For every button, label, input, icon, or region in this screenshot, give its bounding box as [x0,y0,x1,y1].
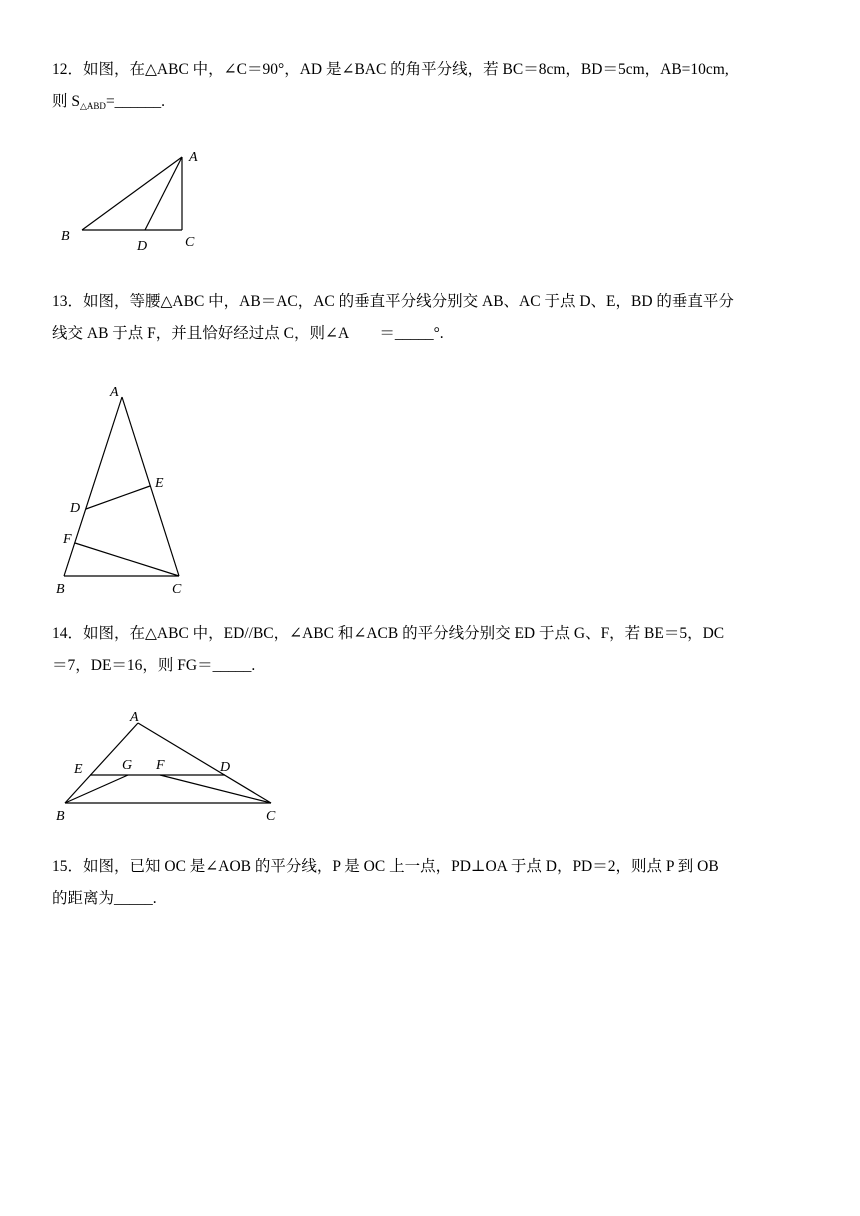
label-C: C [266,809,276,824]
question-13-line-2: 线交 AB 于点 F，并且恰好经过点 C，则∠A ＝_____°. [52,325,444,342]
segment-AC [122,397,179,576]
label-B: B [61,229,70,244]
label-F: F [63,532,72,547]
question-12-line-1: 12．如图，在△ABC 中，∠C＝90°，AD 是∠BAC 的角平分线，若 BC＝8cm，BD＝5cm，AB=10cm, [52,61,729,78]
label-B: B [56,809,65,824]
label-D: D [220,760,231,775]
label-D: D [137,239,148,254]
question-12 [52,54,812,122]
segment-DE [86,486,150,509]
label-G: G [122,758,133,773]
question-14-line-2: ＝7，DE＝16，则 FG＝_____. [52,657,256,674]
question-15-line-2: 的距离为_____. [52,890,157,907]
label-D: D [70,501,81,516]
area-subscript: △ABD [80,101,106,111]
label-A: A [130,710,139,725]
question-14 [52,618,812,682]
segment-BG [65,775,128,803]
label-E: E [155,476,164,491]
question-14-line-1: 14．如图，在△ABC 中，ED//BC，∠ABC 和∠ACB 的平分线分别交 ED 于点 G、F，若 BE＝5，DC [52,625,725,642]
figure-12 [55,145,215,260]
label-E: E [74,762,83,777]
label-C: C [172,582,182,597]
segment-AD [145,157,182,230]
label-A: A [189,150,198,165]
area-label: 则 S [52,93,80,110]
segment-CF [160,775,271,803]
question-15 [52,851,812,915]
label-B: B [56,582,65,597]
segment-FC [75,543,179,576]
question-12-line-2 [52,86,812,122]
segment-AB [82,157,182,230]
label-A: A [110,385,119,400]
question-13-line-1: 13．如图，等腰△ABC 中，AB＝AC，AC 的垂直平分线分别交 AB、AC 于点 D、E，BD 的垂直平分 [52,293,734,310]
label-C: C [185,235,195,250]
question-15-line-1: 15．如图，已知 OC 是∠AOB 的平分线，P 是 OC 上一点，PD⊥OA 于点 D，PD＝2，则点 P 到 OB [52,858,719,875]
figure-14 [50,705,290,830]
question-13 [52,286,812,350]
figure-13 [52,380,202,600]
label-F: F [156,758,165,773]
answer-blank: =______. [105,93,166,110]
